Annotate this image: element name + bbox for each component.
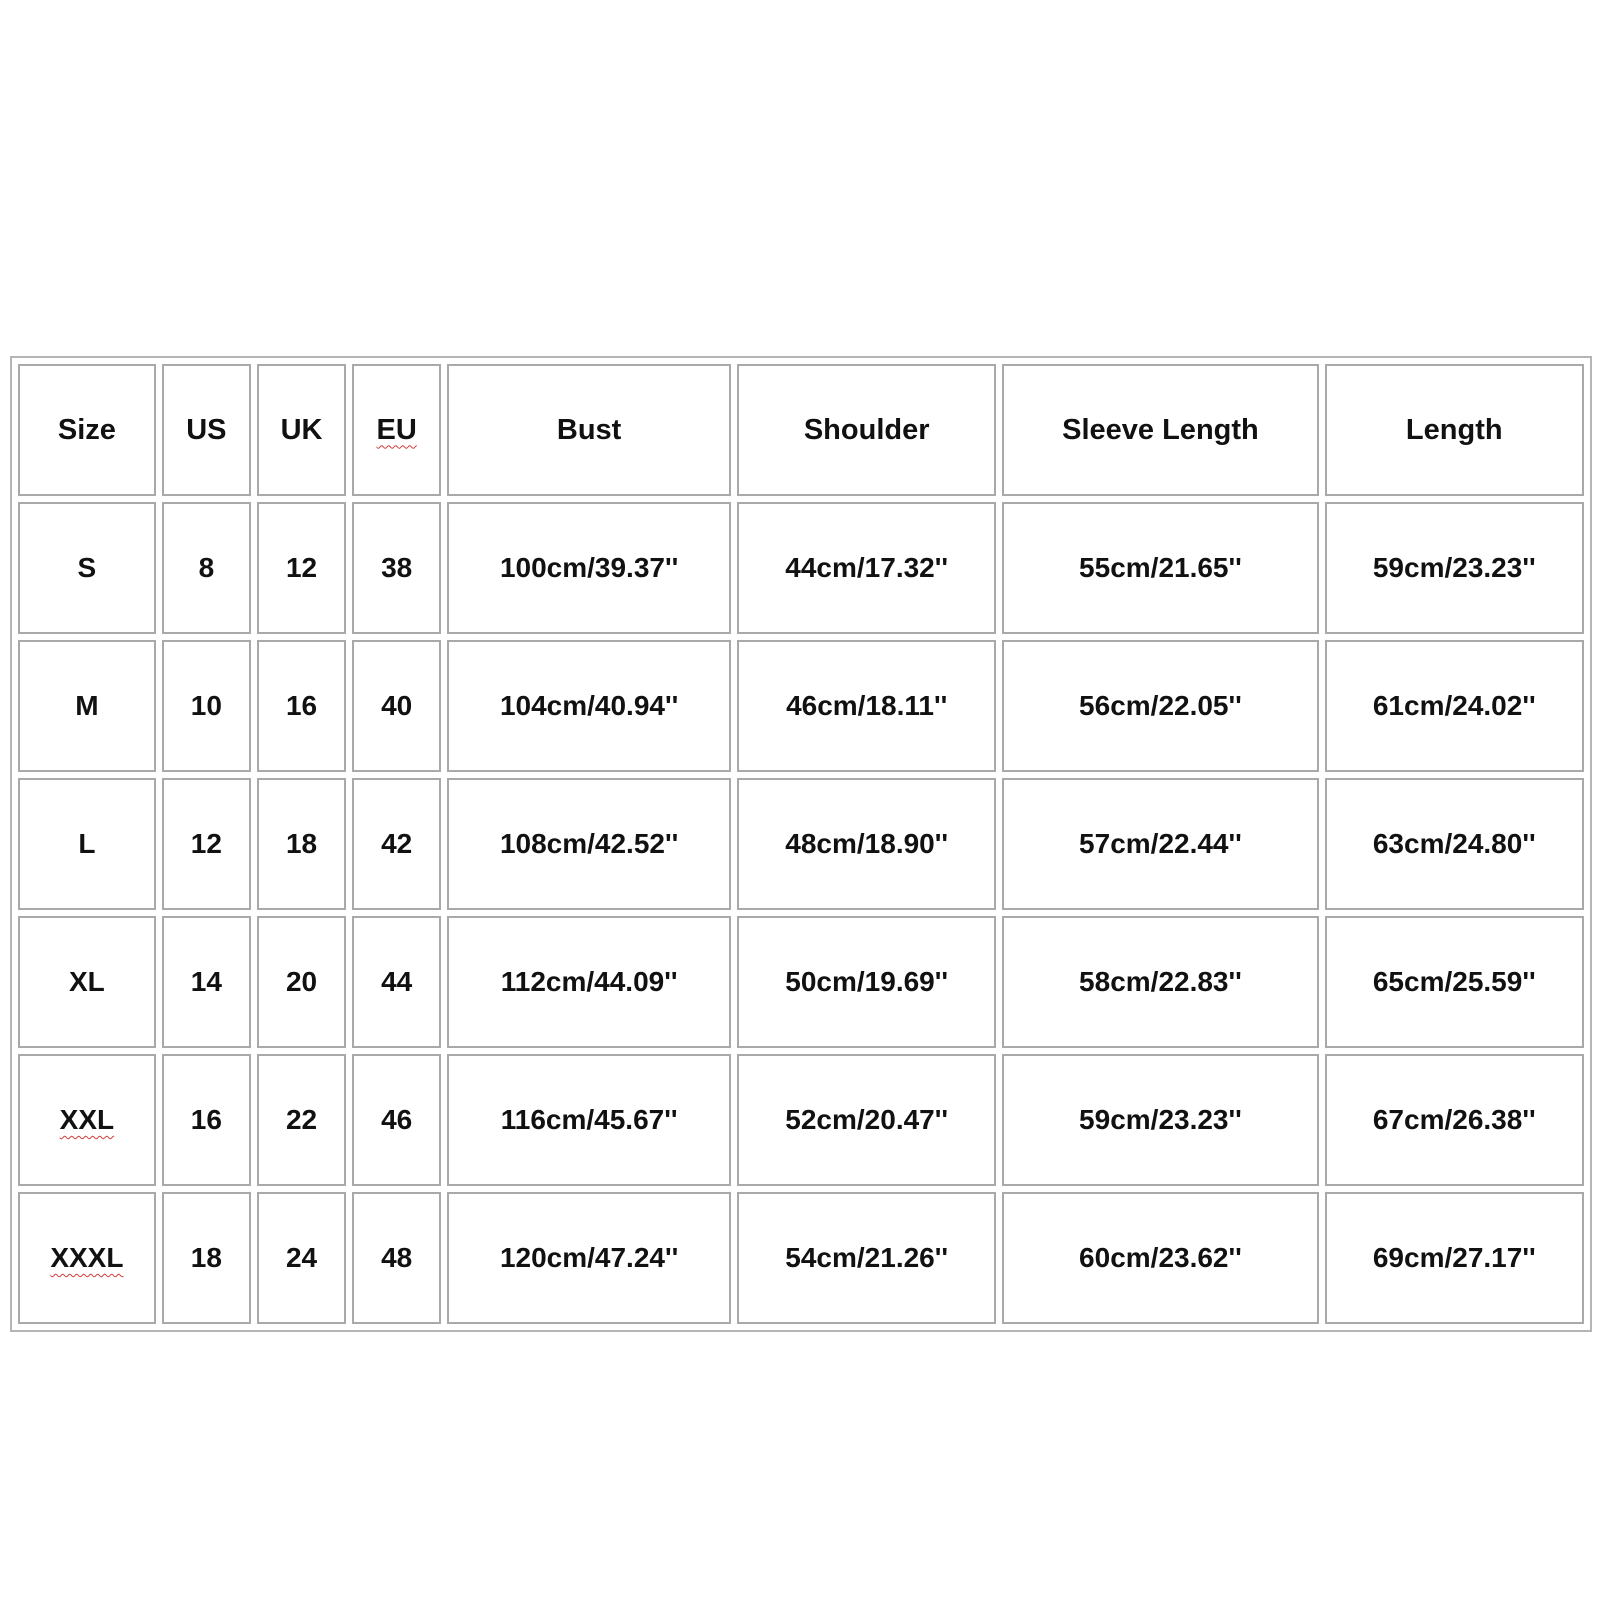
header-eu: EU [352, 364, 441, 496]
header-bust: Bust [447, 364, 731, 496]
cell-sleeve-length: 57cm/22.44'' [1002, 778, 1318, 910]
cell-size: M [18, 640, 156, 772]
header-uk: UK [257, 364, 346, 496]
header-size: Size [18, 364, 156, 496]
cell-shoulder: 46cm/18.11'' [737, 640, 996, 772]
cell-size: L [18, 778, 156, 910]
cell-sleeve-length: 56cm/22.05'' [1002, 640, 1318, 772]
table-row [18, 778, 1584, 910]
cell-bust: 116cm/45.67'' [447, 1054, 731, 1186]
table-row [18, 1192, 1584, 1324]
table-row [18, 640, 1584, 772]
cell-eu: 40 [352, 640, 441, 772]
cell-shoulder: 50cm/19.69'' [737, 916, 996, 1048]
cell-eu: 46 [352, 1054, 441, 1186]
cell-eu: 44 [352, 916, 441, 1048]
cell-us: 12 [162, 778, 251, 910]
cell-uk: 16 [257, 640, 346, 772]
cell-eu: 38 [352, 502, 441, 634]
cell-size: S [18, 502, 156, 634]
cell-bust: 104cm/40.94'' [447, 640, 731, 772]
cell-shoulder: 52cm/20.47'' [737, 1054, 996, 1186]
cell-bust: 100cm/39.37'' [447, 502, 731, 634]
cell-us: 18 [162, 1192, 251, 1324]
cell-uk: 18 [257, 778, 346, 910]
cell-uk: 20 [257, 916, 346, 1048]
header-sleeve-length: Sleeve Length [1002, 364, 1318, 496]
table-row [18, 502, 1584, 634]
cell-uk: 12 [257, 502, 346, 634]
cell-length: 65cm/25.59'' [1325, 916, 1584, 1048]
cell-size: XXL [18, 1054, 156, 1186]
cell-us: 8 [162, 502, 251, 634]
cell-sleeve-length: 58cm/22.83'' [1002, 916, 1318, 1048]
cell-size: XXXL [18, 1192, 156, 1324]
cell-bust: 120cm/47.24'' [447, 1192, 731, 1324]
cell-length: 63cm/24.80'' [1325, 778, 1584, 910]
cell-us: 10 [162, 640, 251, 772]
cell-sleeve-length: 55cm/21.65'' [1002, 502, 1318, 634]
cell-bust: 108cm/42.52'' [447, 778, 731, 910]
cell-us: 14 [162, 916, 251, 1048]
cell-uk: 22 [257, 1054, 346, 1186]
cell-bust: 112cm/44.09'' [447, 916, 731, 1048]
header-us: US [162, 364, 251, 496]
cell-sleeve-length: 60cm/23.62'' [1002, 1192, 1318, 1324]
cell-shoulder: 48cm/18.90'' [737, 778, 996, 910]
table-row [18, 1054, 1584, 1186]
table-body [18, 502, 1584, 1324]
size-chart-table [10, 356, 1592, 1332]
table-row [18, 916, 1584, 1048]
table-header [18, 364, 1584, 496]
cell-eu: 48 [352, 1192, 441, 1324]
cell-us: 16 [162, 1054, 251, 1186]
header-length: Length [1325, 364, 1584, 496]
cell-length: 61cm/24.02'' [1325, 640, 1584, 772]
cell-length: 69cm/27.17'' [1325, 1192, 1584, 1324]
cell-eu: 42 [352, 778, 441, 910]
cell-uk: 24 [257, 1192, 346, 1324]
header-shoulder: Shoulder [737, 364, 996, 496]
cell-shoulder: 44cm/17.32'' [737, 502, 996, 634]
cell-length: 67cm/26.38'' [1325, 1054, 1584, 1186]
cell-length: 59cm/23.23'' [1325, 502, 1584, 634]
header-row [18, 364, 1584, 496]
cell-size: XL [18, 916, 156, 1048]
cell-shoulder: 54cm/21.26'' [737, 1192, 996, 1324]
cell-sleeve-length: 59cm/23.23'' [1002, 1054, 1318, 1186]
